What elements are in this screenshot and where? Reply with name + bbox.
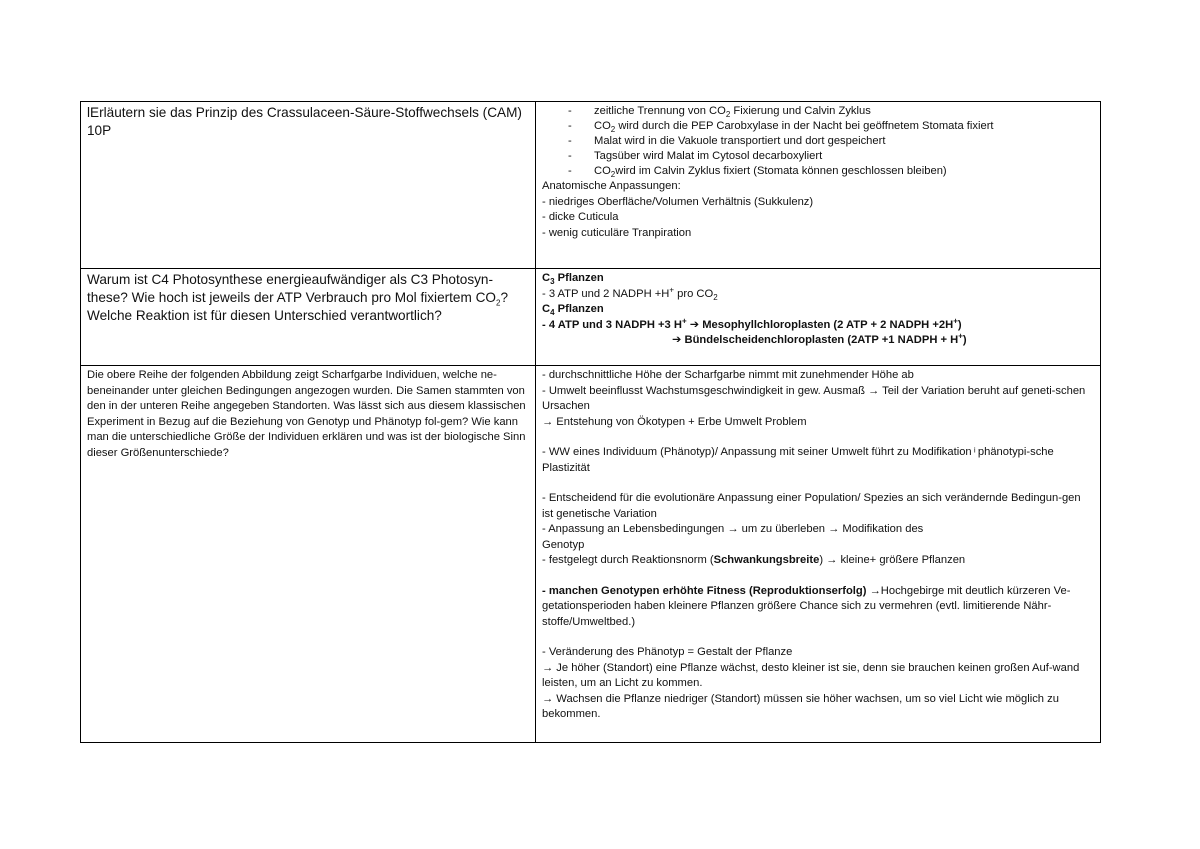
c3-line: - 3 ATP und 2 NADPH +H+ pro $CO_2$ — [542, 284, 718, 302]
answer-bullets — [542, 104, 1094, 179]
c4-line: ➔ Bündelscheidenchloroplasten (2ATP +1 NADPH + H+) — [672, 331, 967, 346]
qa-table — [80, 101, 1101, 743]
answer-cell — [536, 102, 1101, 269]
arrow-icon: ➔ — [686, 318, 703, 331]
table-row — [81, 269, 1101, 366]
c4-line: - 4 ATP und 3 NADPH +3 H+ ➔ Mesophyllchloroplasten (2 ATP + 2 NADPH +2H+) — [542, 315, 962, 331]
answer-line: - Veränderung des Phänotyp = Gestalt der Pflanze — [542, 646, 793, 658]
answer-line: → Je höher (Standort) eine Pflanze wächst, desto kleiner ist sie, denn sie brauchen keinen großen Auf-wand leisten, um an Licht zu kommen. — [542, 661, 1080, 689]
question-cell — [81, 102, 536, 269]
answer-line: - durchschnittliche Höhe der Scharfgarbe nimmt mit zunehmender Höhe ab — [542, 369, 914, 381]
answer-line: - Anpassung an Lebensbedingungen → um zu überleben → Modifikation des — [542, 523, 924, 535]
list-item: - Tagsüber wird Malat im Cytosol decarboxyliert — [542, 149, 1094, 164]
list-item: - $CO_2wird$ im Calvin Zyklus fixiert (Stomata können geschlossen bleiben) — [542, 164, 1094, 179]
answer-line: → Entstehung von Ökotypen + Erbe Umwelt Problem — [542, 415, 807, 428]
c3-heading: $C_3$ Pflanzen — [542, 272, 604, 287]
answer-cell — [536, 366, 1101, 743]
question-text: lErläutern sie das Prinzip des Crassulaceen-Säure-Stoffwechsels (CAM) 10P — [87, 105, 522, 138]
anatomy-item: - wenig cuticuläre Tranpiration — [542, 226, 692, 239]
answer-line: - festgelegt durch Reaktionsnorm (Schwankungsbreite) → kleine+ größere Pflanzen — [542, 554, 966, 566]
answer-line: Genotyp — [542, 538, 585, 551]
answer-line: - Umwelt beeinflusst Wachstumsgeschwindigkeit in gew. Ausmaß → Teil der Variation beruht auf geneti-schen Ursachen — [542, 384, 1086, 412]
list-item: - Malat wird in die Vakuole transportiert und dort gespeichert — [542, 134, 1094, 149]
table-row — [81, 102, 1101, 269]
question-cell — [81, 269, 536, 366]
answer-line: - manchen Genotypen erhöhte Fitness (Reproduktionserfolg) →Hochgebirge mit deutlich kürzeren Ve-getationsperioden haben kleinere Pflanzen größere Chance sich zu vermehren (evtl. limitierende Nähr-stoffe/Umweltbed.) — [542, 584, 1071, 628]
arrow-icon: ➔ — [672, 334, 685, 346]
question-cell — [81, 366, 536, 743]
anatomy-item: - niedriges Oberfläche/Volumen Verhältnis (Sukkulenz) — [542, 195, 814, 208]
list-item: - zeitliche Trennung von $CO_2$ Fixierung und Calvin Zyklus — [542, 104, 1094, 119]
answer-cell — [536, 269, 1101, 366]
table-row — [81, 366, 1101, 743]
answer-line: - WW eines Individuum (Phänotyp)/ Anpassung mit seiner Umwelt führt zu Modifikation ͥ phänotypi-sche Plastizität — [542, 446, 1054, 474]
anatomy-item: - dicke Cuticula — [542, 211, 619, 223]
answer-line: → Wachsen die Pflanze niedriger (Standort) müssen sie höher wachsen, um so viel Licht wie möglich zu bekommen. — [542, 692, 1059, 720]
anatomy-title: Anatomische Anpassungen: — [542, 180, 681, 192]
list-item: - $CO_2$ wird durch die PEP Carobxylase in der Nacht bei geöffnetem Stomata fixiert — [542, 119, 1094, 134]
c4-heading: $C_4$ Pflanzen — [542, 303, 604, 318]
answer-line: - Entscheidend für die evolutionäre Anpassung einer Population/ Spezies an sich verändernde Bedingun-gen ist genetische Variation — [542, 492, 1081, 520]
question-text: Warum ist C4 Photosynthese energieaufwändiger als C3 Photosyn-these? Wie hoch ist jeweils der ATP Verbrauch pro Mol fixiertem $CO_2$? Welche Reaktion ist für diesen Unterschied verantwortlich? — [87, 272, 509, 323]
question-text: Die obere Reihe der folgenden Abbildung zeigt Scharfgarbe Individuen, welche ne-beneinander unter gleichen Bedingungen angezogen wurden. Die Samen stammten von den in der unteren Reihe angegeben Standorten. Was lässt sich aus diesem klassischen Experiment in Bezug auf die Beziehung von Genotyp und Phänotyp fol-gem? Wie kann man die unterschiedliche Größe der Individuen erklären und was ist der biologische Sinn dieser Größenunterschiede? — [87, 369, 526, 459]
